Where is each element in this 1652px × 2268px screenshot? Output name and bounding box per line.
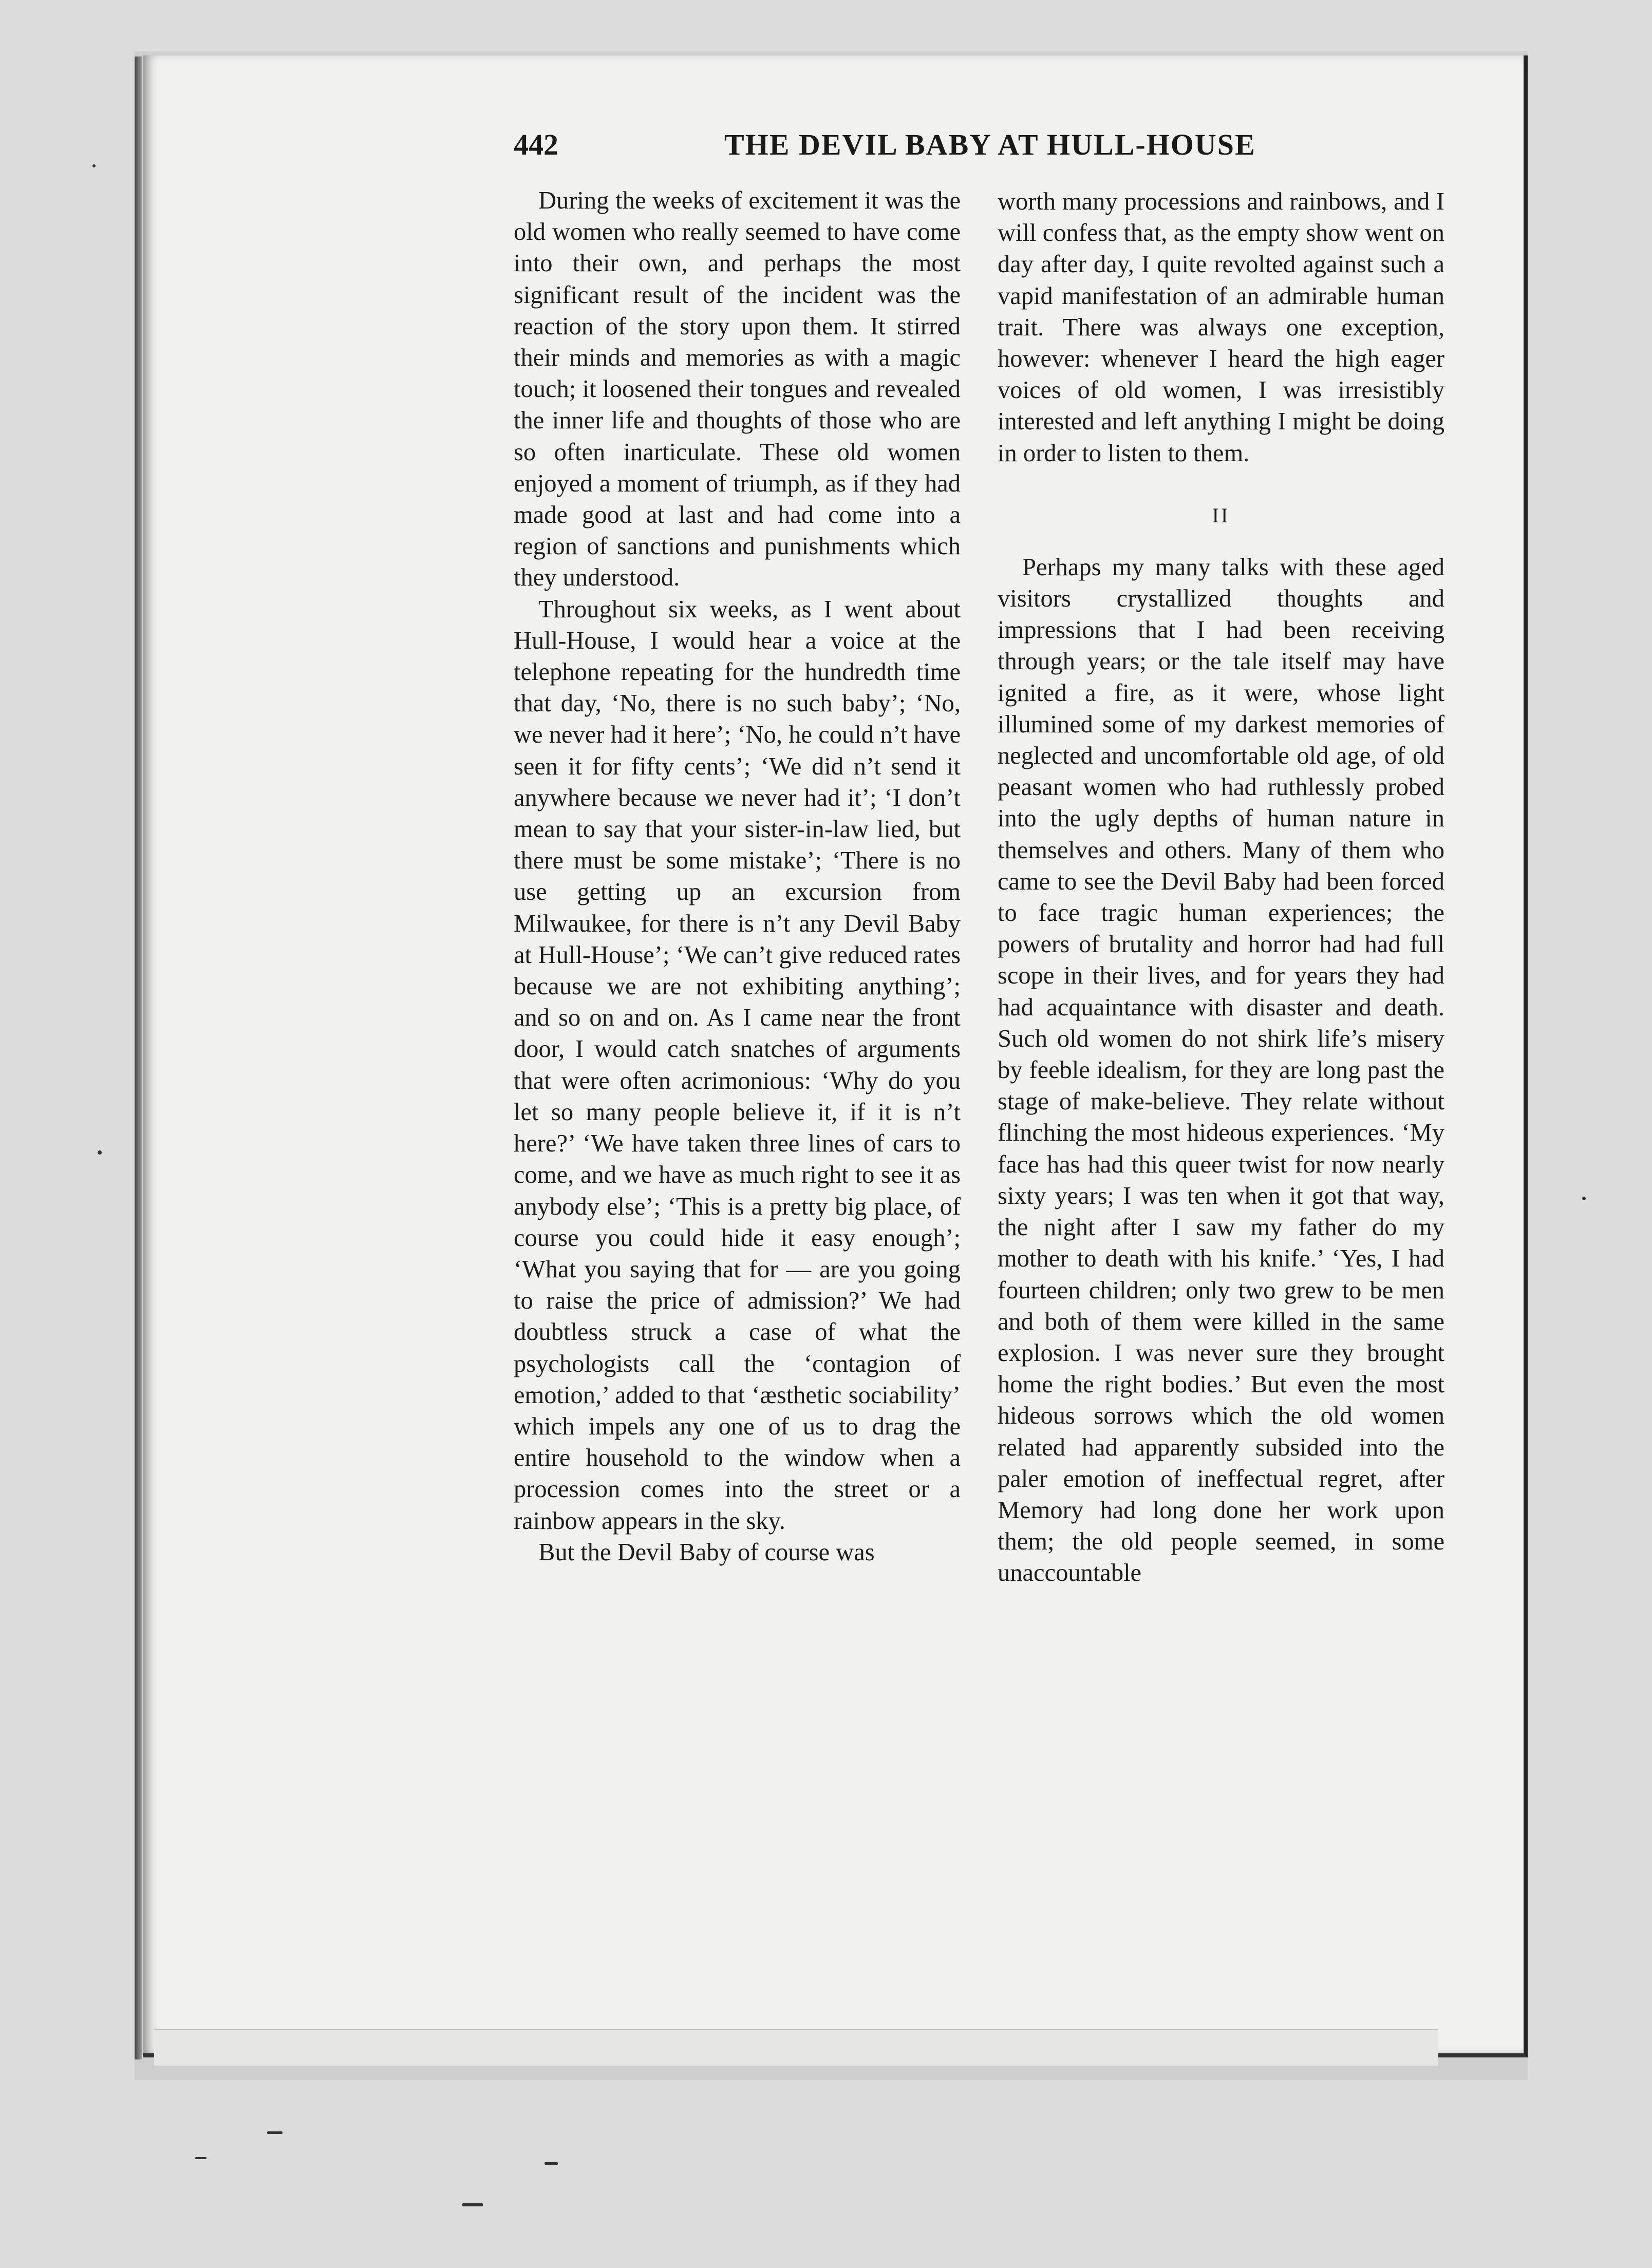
scan-speck	[1582, 1197, 1586, 1200]
scan-speck	[267, 2131, 283, 2134]
page-bottom-strip	[154, 2029, 1438, 2066]
scan-speck	[195, 2157, 206, 2159]
scan-speck	[462, 2203, 483, 2206]
running-title: THE DEVIL BABY AT HULL-HOUSE	[724, 128, 1256, 161]
paragraph: Throughout six weeks, as I went about Hull-House, I would hear a voice at the telephone repeating for the hundredth time that day, ‘No, there is no such baby’; ‘No, we never had it here’; ‘No, he could n’t have seen it for fifty cents’; ‘We did n’t send it anywhere because we never had it’; ‘I don’t mean to say that your sister-in-law lied, but there must be some mistake’; ‘There is no use getting up an excursion from Milwaukee, for there is n’t any Devil Baby at Hull-House’; ‘We can’t give reduced rates because we are not exhibiting anything’; and so on and on. As I came near the front door, I would catch snatches of arguments that were often acrimonious: ‘Why do you let so many people believe it, if it is n’t here?’ ‘We have taken three lines of cars to come, and we have as much right to see it as anybody else’; ‘This is a pretty big place, of course you could hide it easy enough’; ‘What you saying that for — are you going to raise the price of admission?’ We had doubtless struck a case of what the psychologists call the ‘contagion of emotion,’ added to that ‘æsthetic sociability’ which impels any one of us to drag the entire household to the window when a procession comes into the street or a rainbow appears in the sky.	[514, 595, 961, 1535]
binding-edge	[135, 56, 142, 2059]
paragraph: But the Devil Baby of course was	[538, 1538, 875, 1566]
scan-speck	[545, 2162, 558, 2165]
continued-paragraph: worth many processions and rainbows, and I will confess that, as the empty show went on day after day, I quite revolted against such a vapid manifestation of an admirable human trait. There was always one exception, however: whenever I heard the high eager voices of old women, I was irresistibly interested and left anything I might be doing in order to listen to them.	[998, 188, 1444, 467]
scan-speck	[98, 1150, 102, 1155]
section-heading: II	[1212, 503, 1230, 527]
page-number: 442	[514, 128, 558, 161]
left-column	[514, 185, 961, 1568]
right-column	[998, 186, 1444, 1589]
paragraph: Perhaps my many talks with these aged visitors crystallized thoughts and impressions that I had been receiving through years; or the tale itself may have ignited a fire, as it were, whose light illumined some of my darkest memories of neglected and uncomfortable old age, of old peasant women who had ruthlessly probed into the ugly depths of human nature in themselves and others. Many of them who came to see the Devil Baby had been forced to face tragic human experiences; the powers of brutality and horror had had full scope in their lives, and for years they had had acquaintance with disaster and death. Such old women do not shirk life’s misery by feeble idealism, for they are long past the stage of make-believe. They relate without flinching the most hideous experiences. ‘My face has had this queer twist for now nearly sixty years; I was ten when it got that way, the night after I saw my father do my mother to death with his knife.’ ‘Yes, I had fourteen children; only two grew to be men and both of them were killed in the same explosion. I was never sure they brought home the right bodies.’ But even the most hideous sorrows which the old women related had apparently subsided into the paler emotion of ineffectual regret, after Memory had long done her work upon them; the old people seemed, in some unaccountable	[998, 553, 1444, 1587]
page-header	[514, 127, 1469, 168]
paragraph: During the weeks of excitement it was the old women who really seemed to have come into their own, and perhaps the most significant result of the incident was the reaction of the story upon them. It stirred their minds and memories as with a magic touch; it loosened their tongues and revealed the inner life and thoughts of those who are so often inarticulate. These old women enjoyed a moment of triumph, as if they had made good at last and had come into a region of sanctions and punishments which they understood.	[514, 187, 961, 592]
scan-speck	[92, 164, 96, 167]
